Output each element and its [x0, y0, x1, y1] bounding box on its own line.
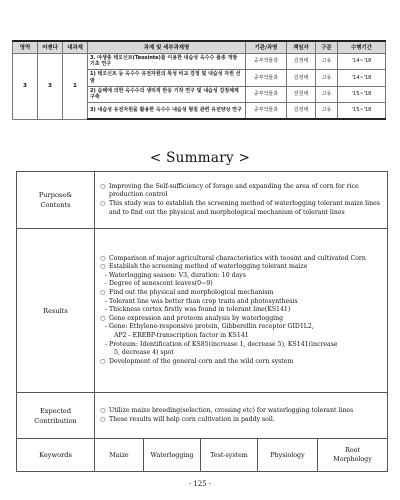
sub-item-continued: 5, decrease 4) spot [114, 349, 174, 357]
period-cell: '15~'18 [338, 86, 386, 103]
area-cell: 3 [13, 53, 38, 119]
purpose-row [17, 172, 388, 229]
list-item: ○ Gene expression and proteom analysis by waterlogging [100, 314, 284, 322]
keyword-cell: Physiology [258, 439, 318, 472]
type-cell: 고유 [316, 53, 338, 70]
project-table [12, 40, 386, 120]
header-task-name: 과제 및 세부과제명 [88, 41, 246, 53]
summary-title: < Summary > [149, 150, 251, 166]
bullet-icon: ○ [100, 357, 106, 365]
expected-content [95, 393, 388, 439]
keyword-cell: Maize [95, 439, 144, 472]
task-cell: 1) 테오신트 등 옥수수 유전자원의 특성 비교 검정 및 내습성 자원 선발 [88, 70, 246, 87]
header-type: 구분 [316, 41, 338, 53]
lead-cell: 김정태 [287, 53, 316, 70]
type-cell: 고유 [316, 103, 338, 120]
agenda-cell: 3 [38, 53, 63, 119]
org-cell: 중부작물과 [246, 103, 287, 120]
type-cell: 고유 [316, 86, 338, 103]
keyword-cell: Test-system [201, 439, 258, 472]
sub-item-continued: AP2 - EREBP-transcription factor in KS141 [114, 331, 249, 339]
sub-item: - Thickness cortex firstly was found in tolerant line(KS141) [105, 306, 291, 314]
list-item: ○ Comparison of major agricultural characteristics with teosint and cultivated Corn [100, 254, 366, 262]
list-item: ○ Find out the physical and morphological mechanism [100, 289, 274, 297]
keywords-row [17, 439, 388, 472]
bullet-icon: ○ [100, 182, 106, 190]
period-cell: '15~'18 [338, 103, 386, 120]
task-cell: 3) 내습성 유전자원을 활용한 옥수수 내습성 형질 관련 유전양상 연구 [88, 103, 246, 120]
sub-item: - Gene: Ethylene-responsive protein, Gibberellin receptor GID1L2, [105, 323, 314, 331]
org-cell: 중부작물과 [246, 53, 287, 70]
project-table-header [13, 41, 386, 53]
purpose-label: Purpose& Contents [17, 172, 95, 229]
table-row [13, 53, 386, 70]
bullet-icon: ○ [100, 314, 106, 322]
sub-item: - Degree of senescent leaves(0~9) [105, 280, 213, 288]
summary-table [16, 171, 388, 472]
header-lead: 책임자 [287, 41, 316, 53]
bullet-icon: ○ [100, 200, 106, 207]
bullet-icon: ○ [100, 406, 106, 414]
header-agenda: 어젠다 [38, 41, 63, 53]
list-item: ○ Utilize maize breeding(selection, crossing etc) for waterlogging tolerant lines [100, 406, 354, 414]
results-content [95, 229, 388, 393]
page-number: - 125 - [188, 480, 212, 488]
bullet-icon: ○ [100, 415, 106, 423]
header-major-task: 대과제 [63, 41, 88, 53]
results-label: Results [17, 229, 95, 393]
bullet-icon: ○ [100, 263, 106, 271]
sub-item: - Proteum: Identification of KS85(increase 1, decrease 5), KS141(increase [105, 340, 338, 348]
org-cell: 중부작물과 [246, 86, 287, 103]
lead-cell: 김정태 [287, 70, 316, 87]
list-item: ○ This study was to establish the screening method of waterlogging tolerant maize lines and to find out the physical and morphological mechanism of tolerant lines [100, 200, 380, 216]
type-cell: 고유 [316, 70, 338, 87]
header-area: 영역 [13, 41, 38, 53]
org-cell: 중부작물과 [246, 70, 287, 87]
period-cell: '14~'18 [338, 70, 386, 87]
bullet-icon: ○ [100, 289, 106, 297]
purpose-content [95, 172, 388, 229]
lead-cell: 김정태 [287, 103, 316, 120]
expected-row [17, 393, 388, 439]
keyword-cell: Root Morphology [318, 439, 388, 472]
keywords-label: Keywords [17, 439, 95, 472]
header-org: 기관/과명 [246, 41, 287, 53]
results-row [17, 229, 388, 393]
header-period: 수행기간 [338, 41, 386, 53]
sub-item: - Tolerant line was better than crop traits and photosynthesis [105, 297, 298, 305]
major-task-cell: 1 [63, 53, 88, 119]
list-item: ○ Establish the screening method of waterlogging tolerant maize [100, 263, 308, 271]
list-item: ○ These results will help corn cultivation in paddy soil. [100, 415, 275, 423]
keyword-cell: Waterlogging [144, 439, 201, 472]
task-cell: 3. 야생종 테오신트(Teosinte)를 이용한 내습성 옥수수 품종 개발 기초 연구 [88, 53, 246, 70]
bullet-icon: ○ [100, 254, 106, 262]
list-item: ○ Development of the general corn and the wild corn system [100, 357, 294, 365]
period-cell: '14~'18 [338, 53, 386, 70]
lead-cell: 전원태 [287, 86, 316, 103]
task-cell: 2) 습해에 의한 옥수수의 생리적 반응 기작 연구 및 내습성 검정체계 구축 [88, 86, 246, 103]
sub-item: - Waterlogging season: V3, duration: 10 days [105, 271, 246, 279]
expected-label: Expected Contribution [17, 393, 95, 439]
list-item: ○ Improving the Self-sufficiency of forage and expanding the area of corn for rice production control [100, 182, 359, 199]
